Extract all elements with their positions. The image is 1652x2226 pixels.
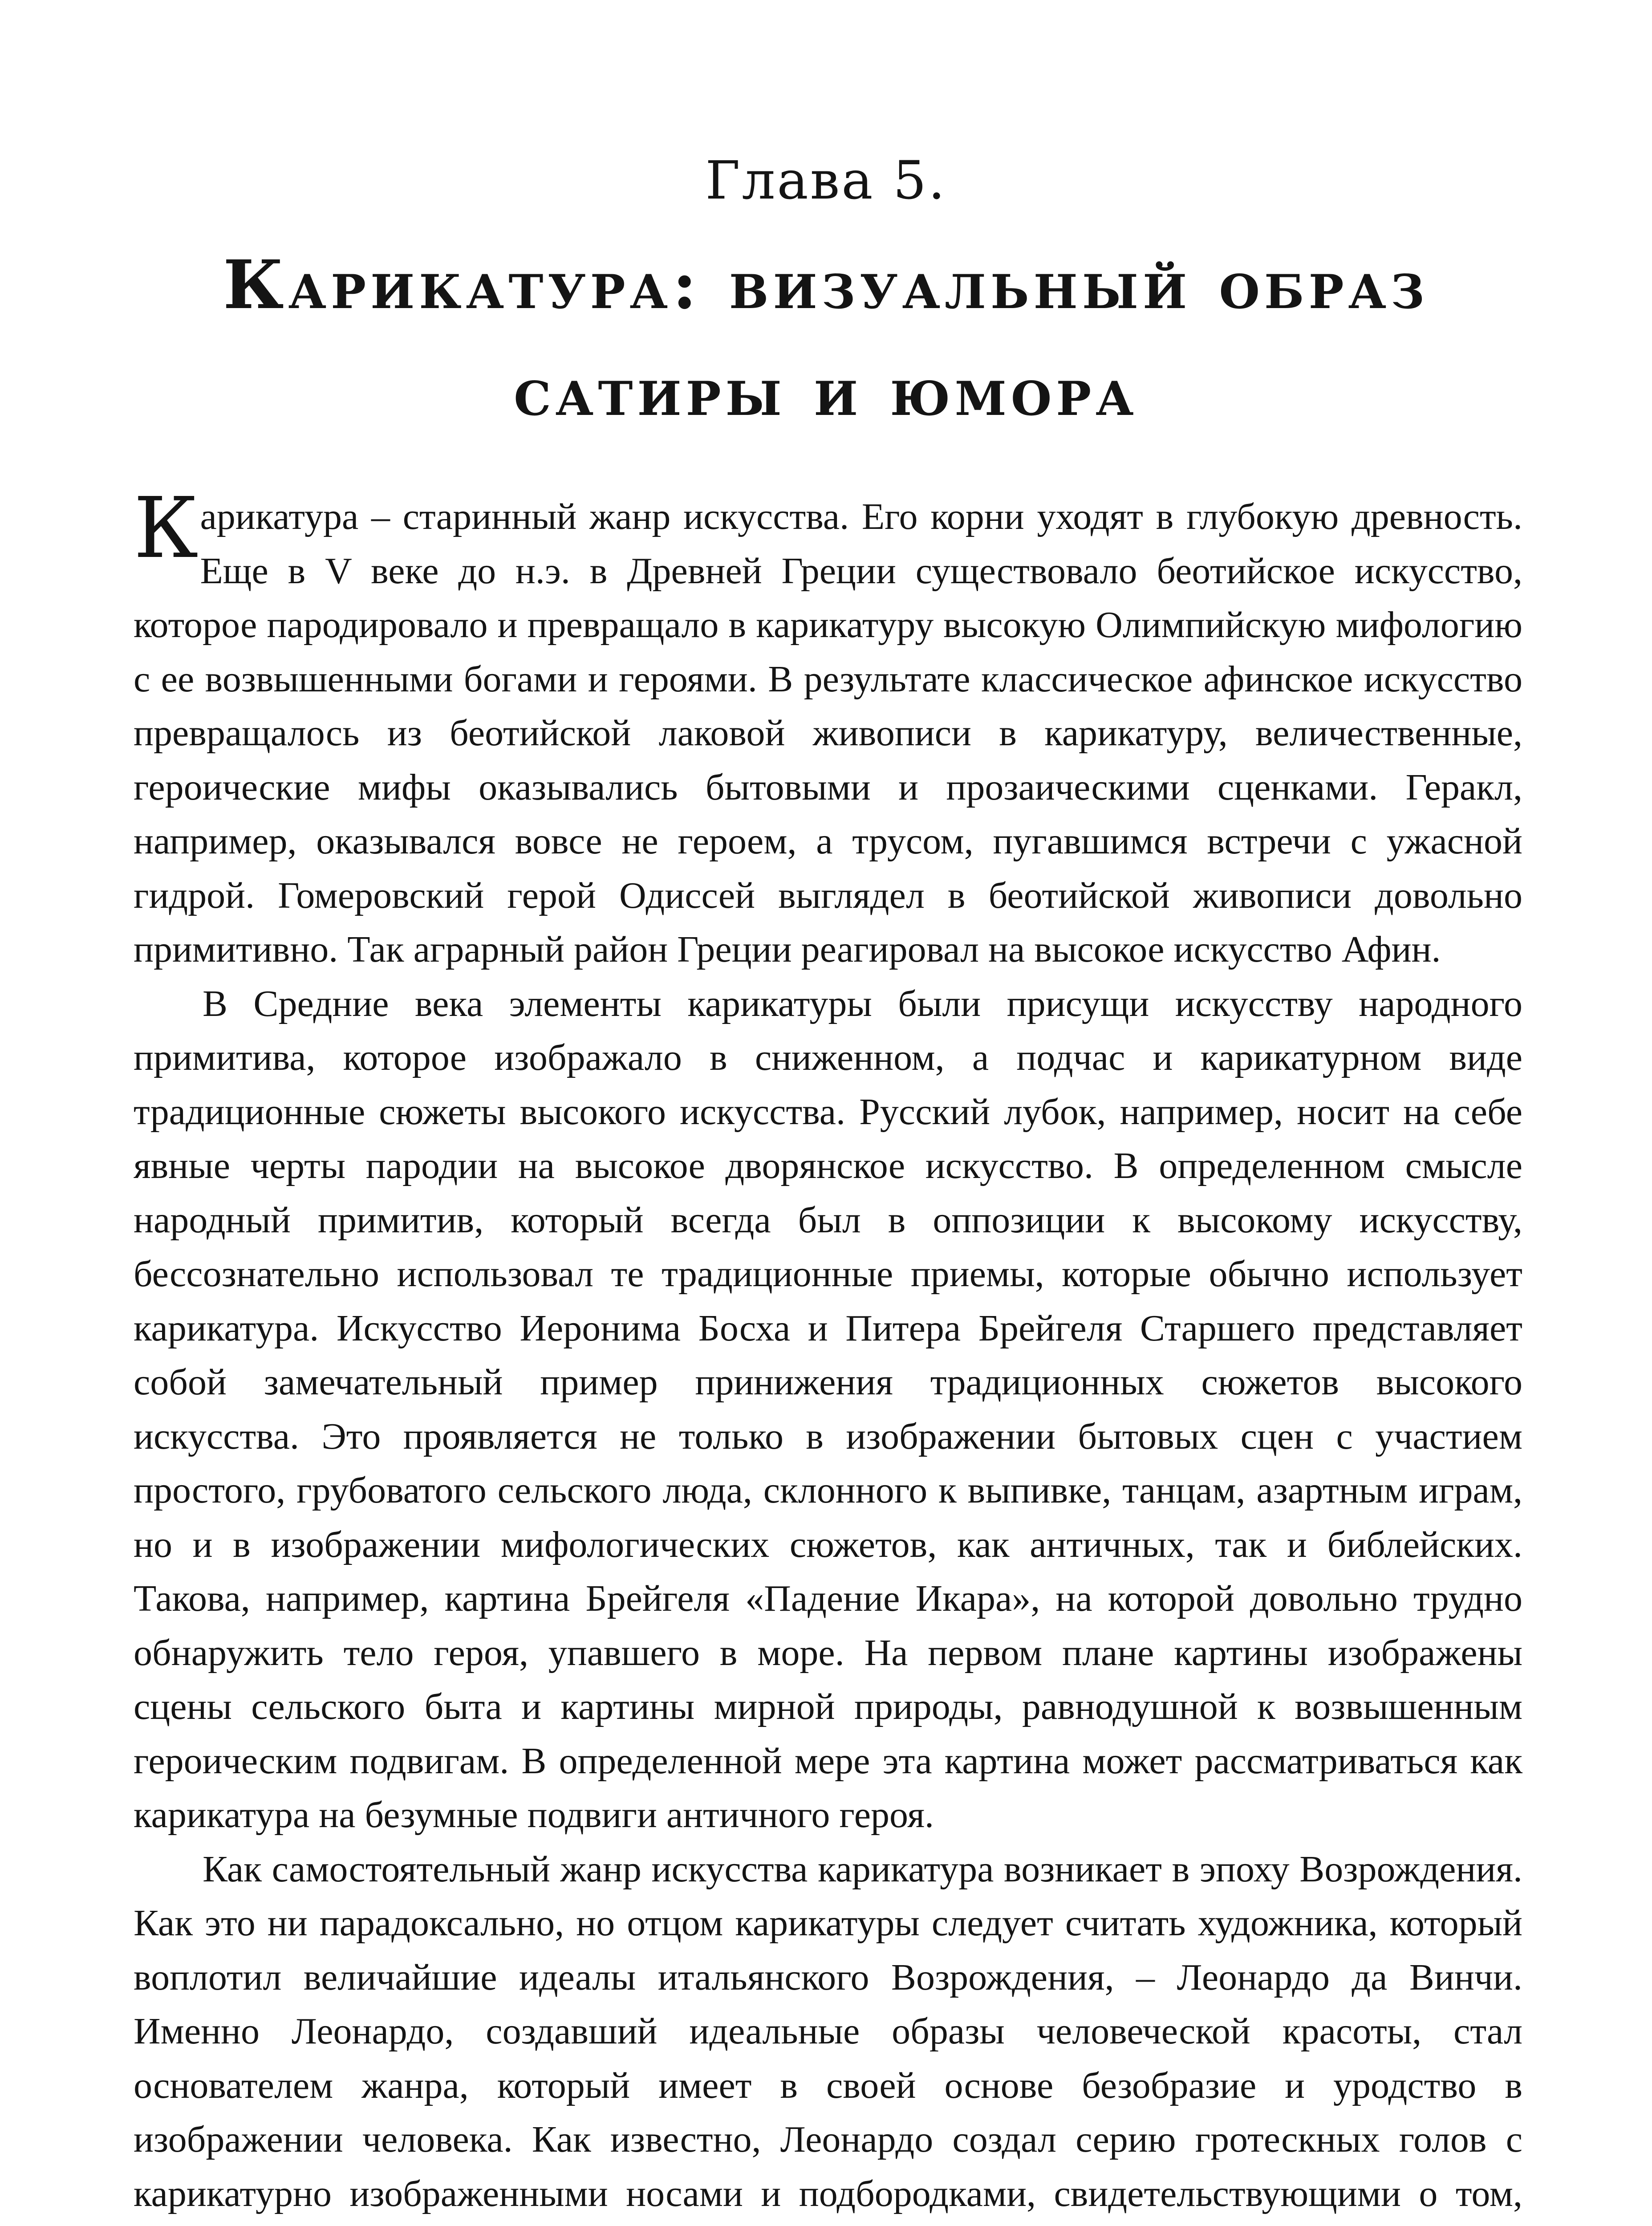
paragraph-1 xyxy=(134,479,1522,977)
paragraph-1-text: арикатура – старинный жанр искусства. Его корни уходят в глубокую древность. Еще в V веке до н.э. в Древней Греции существовало беотийское искусство, которое пародировало и превращало в карикатуру высокую Олимпийскую мифологию с ее возвышенными богами и героями. В результате классическое афинское искусство превращалось из беотийской лаковой живописи в карикатуру, величественные, героические мифы оказывались бытовыми и прозаическими сценками. Геракл, например, оказывался вовсе не героем, а трусом, пугавшимся встречи с ужасной гидрой. Гомеровский герой Одиссей выглядел в беотийской живописи довольно примитивно. Так аграрный район Греции реагировал на высокое искусство Афин. xyxy=(134,496,1522,970)
chapter-title-line-1: Карикатура: визуальный образ xyxy=(223,246,1429,324)
chapter-label: Глава 5. xyxy=(705,150,947,211)
paragraph-3: Как самостоятельный жанр искусства карикатура возникает в эпоху Возрождения. Как это ни парадоксально, но отцом карикатуры следует считать художника, который воплотил величайшие идеалы итальянского Возрождения, – Леонардо да Винчи. Именно Леонардо, создавший идеальные образы человеческой красоты, стал основателем жанра, который имеет в своей основе безобразие и уродство в изображении человека. Как известно, Леонардо создал серию гротескных голов с карикатурно изображенными носами и подбородками, свидетельствующими о том, xyxy=(134,1848,1522,2214)
chapter-title-line-2: сатиры и юмора xyxy=(514,353,1138,431)
paragraph-2: В Средние века элементы карикатуры были присущи искусству народного примитива, которое изображало в сниженном, а подчас и карикатурном виде традиционные сюжеты высокого искусства. Русский лубок, например, носит на себе явные черты пародии на высокое дворянское искусство. В определенном смысле народный примитив, который всегда был в оппозиции к высокому искусству, бессознательно использовал те традиционные приемы, которые обычно использует карикатура. Искусство Иеронима Босха и Питера Брейгеля Старшего представляет собой замечательный пример принижения традиционных сюжетов высокого искусства. Это проявляется не только в изображении бытовых сцен с участием простого, грубоватого сельского люда, склонного к выпивке, танцам, азартным играм, но и в изображении мифологических сюжетов, как античных, так и библейских. Такова, например, картина Брейгеля «Падение Икара», на которой довольно трудно обнаружить тело героя, упавшего в море. На первом плане картины изображены сцены сельского быта и картины мирной природы, равнодушной к возвышенным героическим подвигам. В определенной мере эта картина может рассматриваться как карикатура на безумные подвиги античного героя. xyxy=(134,983,1522,1836)
drop-cap: К xyxy=(134,479,199,577)
body-text xyxy=(134,479,1522,2226)
chapter-title xyxy=(223,232,1429,445)
